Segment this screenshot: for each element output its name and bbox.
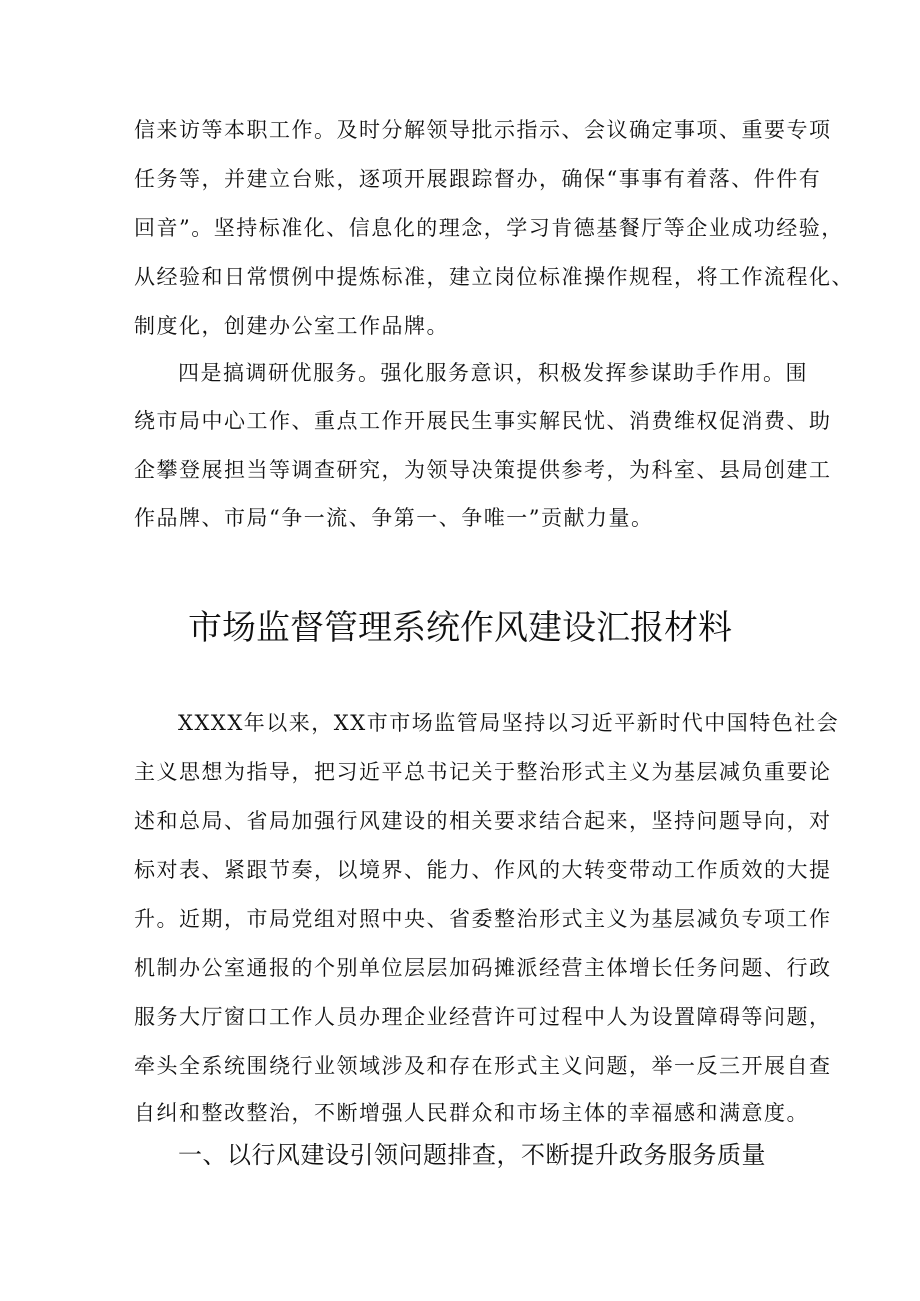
text-line: 升。近期，市局党组对照中央、省委整治形式主义为基层减负专项工作 [134,907,832,931]
text-line: 服务大厅窗口工作人员办理企业经营许可过程中人为设置障碍等问题， [134,1005,832,1029]
text-line: 企攀登展担当等调查研究，为领导决策提供参考，为科室、县局创建工 [134,458,832,482]
text-line: XXXX年以来，XX市市场监管局坚持以习近平新时代中国特色社会 [178,711,840,735]
text-line: 标对表、紧跟节奏，以境界、能力、作风的大转变带动工作质效的大提 [134,858,832,882]
text-line: 四是搞调研优服务。强化服务意识，积极发挥参谋助手作用。围 [178,361,808,385]
text-line: 牵头全系统围绕行业领域涉及和存在形式主义问题，举一反三开展自查 [134,1054,832,1078]
section-heading: 一、以行风建设引领问题排查，不断提升政务服务质量 [178,1141,766,1169]
text-line: 述和总局、省局加强行风建设的相关要求结合起来，坚持问题导向，对 [134,809,832,833]
text-line: 主义思想为指导，把习近平总书记关于整治形式主义为基层减负重要论 [134,760,832,784]
document-title: 市场监督管理系统作风建设汇报材料 [188,608,732,648]
text-line: 绕市局中心工作、重点工作开展民生事实解民忧、消费维权促消费、助 [134,409,832,433]
text-line: 作品牌、市局“争一流、争第一、争唯一”贡献力量。 [134,506,654,530]
text-line: 从经验和日常惯例中提炼标准，建立岗位标准操作规程，将工作流程化、 [134,265,854,289]
text-line: 信来访等本职工作。及时分解领导批示指示、会议确定事项、重要专项 [134,118,832,142]
text-line: 机制办公室通报的个别单位层层加码摊派经营主体增长任务问题、行政 [134,956,832,980]
text-line: 制度化，创建办公室工作品牌。 [134,314,449,338]
text-line: 回音”。坚持标准化、信息化的理念，学习肯德基餐厅等企业成功经验， [134,216,844,240]
text-line: 自纠和整改整治，不断增强人民群众和市场主体的幸福感和满意度。 [134,1101,809,1125]
text-line: 任务等，并建立台账，逐项开展跟踪督办，确保“事事有着落、件件有 [134,167,822,191]
